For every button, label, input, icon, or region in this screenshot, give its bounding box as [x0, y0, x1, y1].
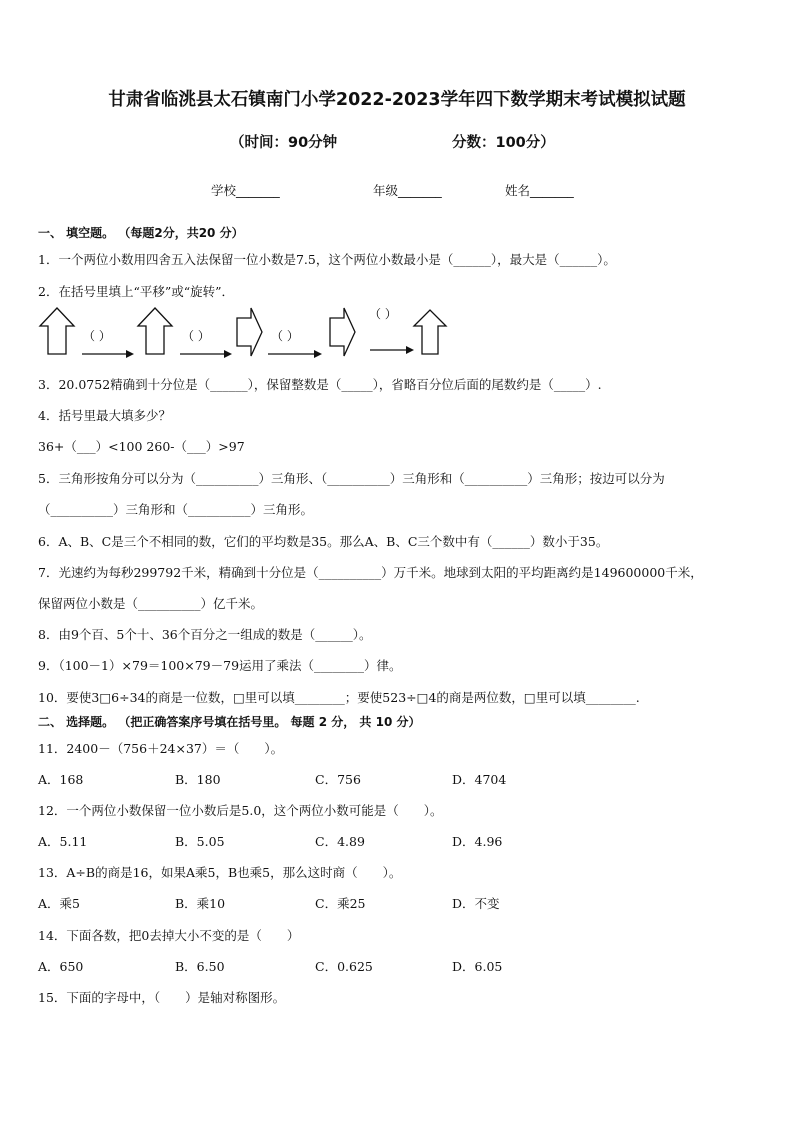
question-1: 1．一个两位小数用四舍五入法保留一位小数是7.5，这个两位小数最小是（______），最大是（______）。 [38, 252, 616, 267]
section1-heading: 一、 填空题。 （每题2分，共20 分） [38, 226, 244, 240]
question-11: 11．2400－（756＋24×37）＝（ ）。 [38, 741, 284, 756]
arrow-head-3 [314, 350, 322, 358]
q12-option-a: A．5.11 [38, 834, 88, 849]
q11-option-b: B．180 [175, 772, 221, 787]
question-7-line1: 7．光速约为每秒299792千米，精确到十分位是（__________）万千米。地球到太阳的平均距离约是149600000千米， [38, 565, 703, 580]
arrow-head-4 [406, 346, 414, 354]
q13-option-b: B．乘10 [175, 896, 226, 911]
question-8: 8．由9个百、5个十、36个百分之一组成的数是（______）。 [38, 627, 372, 642]
q14-option-a: A．650 [38, 959, 84, 974]
q14-option-b: B．6.50 [175, 959, 225, 974]
question-9: 9．（100－1）×79＝100×79－79运用了乘法（________）律。 [38, 658, 402, 673]
grade-field: 年级_______ [373, 183, 442, 198]
exam-title: 甘肃省临洮县太石镇南门小学2022-2023学年四下数学期末考试模拟试题 [108, 90, 686, 110]
transform-figure [38, 304, 458, 362]
q14-option-c: C．0.625 [315, 959, 373, 974]
up-arrow-shape [40, 308, 74, 354]
question-2: 2．在括号里填上“平移”或“旋转”． [38, 284, 235, 299]
exam-score: 分数：100分） [452, 135, 555, 151]
question-10: 10．要使3□6÷34的商是一位数，□里可以填________；要使523÷□4的商是两位数，□里可以填________. [38, 690, 640, 705]
section2-heading: 二、 选择题。 （把正确答案序号填在括号里。 每题 2 分， 共 10 分） [38, 715, 421, 729]
q12-option-b: B．5.05 [175, 834, 225, 849]
school-field: 学校_______ [211, 183, 280, 198]
question-3: 3．20.0752精确到十分位是（______），保留整数是（_____），省略百分位后面的尾数约是（_____）. [38, 377, 602, 392]
blank-3: （ ） [271, 329, 299, 343]
question-4: 4．括号里最大填多少？ [38, 408, 171, 423]
q12-option-c: C．4.89 [315, 834, 365, 849]
question-12: 12．一个两位小数保留一位小数后是5.0，这个两位小数可能是（ ）。 [38, 803, 443, 818]
q11-option-c: C．756 [315, 772, 361, 787]
up-arrow-shape [414, 310, 446, 354]
blank-1: （ ） [83, 329, 111, 343]
q11-option-a: A．168 [38, 772, 84, 787]
question-5-line2: （__________）三角形和（__________）三角形。 [38, 502, 314, 517]
blank-4: （ ） [369, 307, 397, 321]
right-arrow-shape [237, 308, 262, 356]
blank-2: （ ） [182, 329, 210, 343]
name-field: 姓名_______ [505, 183, 574, 198]
right-arrow-shape [330, 308, 355, 356]
question-15: 15．下面的字母中，（ ）是轴对称图形。 [38, 990, 286, 1005]
q13-option-c: C．乘25 [315, 896, 366, 911]
q11-option-d: D．4704 [452, 772, 507, 787]
q14-option-d: D．6.05 [452, 959, 503, 974]
question-7-line2: 保留两位小数是（__________）亿千米。 [38, 596, 264, 611]
question-14: 14．下面各数，把0去掉大小不变的是（ ） [38, 928, 300, 943]
exam-time: （时间：90分钟 [230, 135, 338, 151]
question-13: 13．A÷B的商是16，如果A乘5，B也乘5，那么这时商（ ）。 [38, 865, 402, 880]
q13-option-a: A．乘5 [38, 896, 80, 911]
question-5-line1: 5．三角形按角分可以分为（__________）三角形、（__________）三角形和（__________）三角形；按边可以分为 [38, 471, 665, 486]
up-arrow-shape [138, 308, 172, 354]
q13-option-d: D．不变 [452, 896, 500, 911]
q12-option-d: D．4.96 [452, 834, 503, 849]
arrow-head-2 [224, 350, 232, 358]
question-6: 6．A、B、C是三个不相同的数，它们的平均数是35。那么A、B、C三个数中有（______）数小于35。 [38, 534, 609, 549]
arrow-head-1 [126, 350, 134, 358]
question-4-expression: 36+（___）<100 260-（___）>97 [38, 439, 245, 454]
